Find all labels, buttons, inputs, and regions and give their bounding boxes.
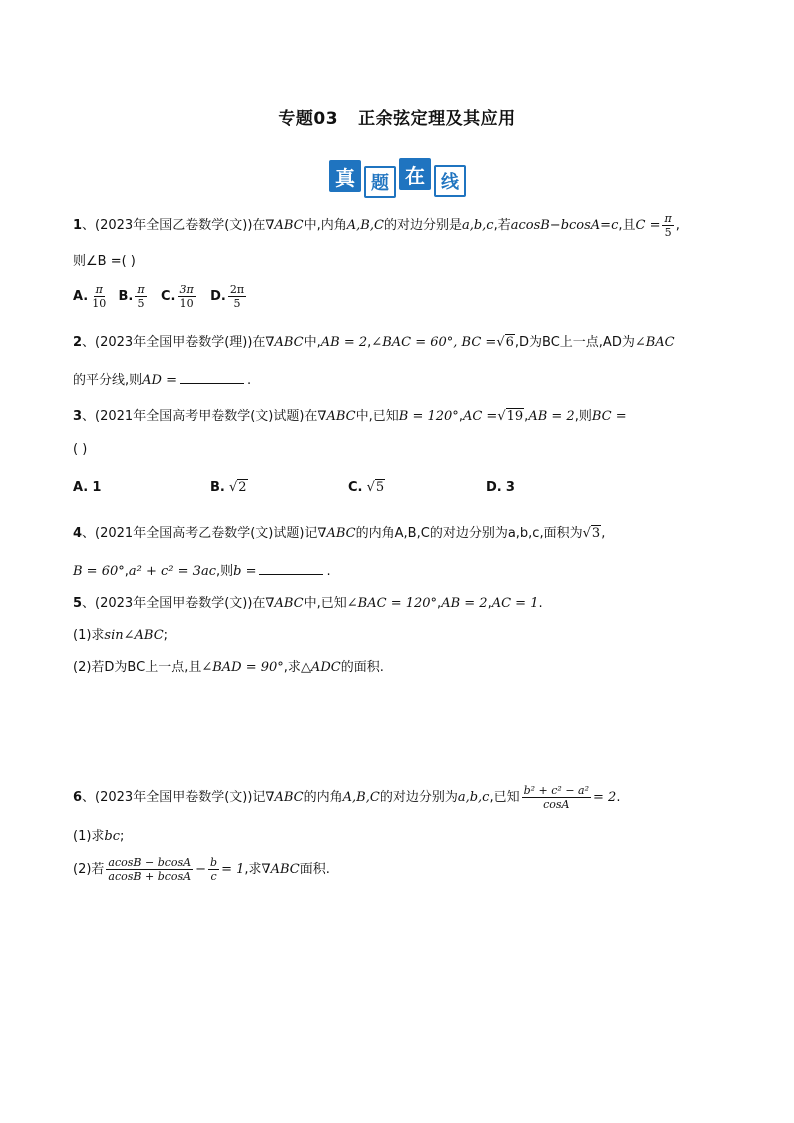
q1-line-2: 则∠B =( ) (73, 254, 136, 269)
q5-line-1: 5、(2023年全国甲卷数学(文))在∇ABC中,已知∠BAC = 120°,AB = 2,AC = 1. (73, 596, 543, 611)
q3-option-a: A. 1 (73, 480, 102, 495)
q1-options: A. $\frac{\pi}{10}$ B. $\frac{\pi}{5}$ C. $\frac{3\pi}{10}$ D. $\frac{2\pi}{5}$ (73, 283, 245, 310)
title-topic-name: 正余弦定理及其应用 (358, 109, 516, 129)
q3-option-d: D. 3 (486, 480, 515, 495)
q6-line-1: 6、(2023年全国甲卷数学(文))记∇ABC的内角A,B,C的对边分别为a,b,c,已知 $\frac{\text{b² + c² − a²}}{\cos A}$ = 2. (73, 784, 621, 811)
q4-line-2: B = 60°,a² + c² = 3ac,则b = . (73, 564, 331, 579)
section-banner (329, 157, 469, 195)
q3-line-1: 3、(2021年全国高考甲卷数学(文)试题)在∇ABC中,已知B = 120°,AC =√19,AB = 2,则BC = (73, 409, 627, 424)
q2-line-1: 2、(2023年全国甲卷数学(理))在∇ABC中,AB = 2,∠BAC = 60°, BC =√6,D为BC上一点,AD为∠BAC (73, 335, 675, 350)
q5-part-1: (1)求sin∠ABC; (73, 628, 169, 643)
q5-part-2: (2)若D为BC上一点,且∠BAD = 90°,求△ADC的面积. (73, 660, 384, 675)
q6-condition-fraction: $\frac{\text{b² + c² − a²}}{\cos A}$ (523, 784, 590, 811)
q2-line-2: 的平分线,则AD = . (73, 373, 252, 388)
q1-c-fraction: $\frac{\pi}{5}$ (664, 212, 672, 239)
q1-line-1: 1、(2023年全国乙卷数学(文))在∇ABC中,内角A,B,C的对边分别是a,b,c,若acosB−bcosA=c,且C = $\frac{\pi}{5}$ , (73, 212, 680, 239)
page-title (0, 104, 794, 129)
answer-blank (259, 562, 323, 575)
q3-option-c: C. √5 (348, 480, 385, 495)
q4-line-1: 4、(2021年全国高考乙卷数学(文)试题)记∇ABC的内角A,B,C的对边分别为a,b,c,面积为√3, (73, 526, 606, 541)
banner-char-2: 题 (364, 166, 396, 198)
q6-part-1: (1)求bc; (73, 829, 125, 844)
banner-char-4: 线 (434, 165, 466, 197)
q6-b-over-c-fraction: $\frac{b}{c}$ (210, 856, 218, 883)
q3-option-b: B. √2 (210, 480, 247, 495)
answer-blank (180, 371, 244, 384)
banner-char-1: 真 (329, 160, 361, 192)
title-topic-number: 专题03 (278, 109, 339, 129)
banner-char-3: 在 (399, 158, 431, 190)
q6-part-2: (2)若 $\frac{acosB - bcosA}{acosB + bcosA}$ − $\frac{b}{c}$ = 1,求∇ABC面积. (73, 856, 330, 883)
q3-line-2: ( ) (73, 442, 88, 457)
q6-ratio-fraction: $\frac{acosB - bcosA}{acosB + bcosA}$ (108, 856, 192, 883)
